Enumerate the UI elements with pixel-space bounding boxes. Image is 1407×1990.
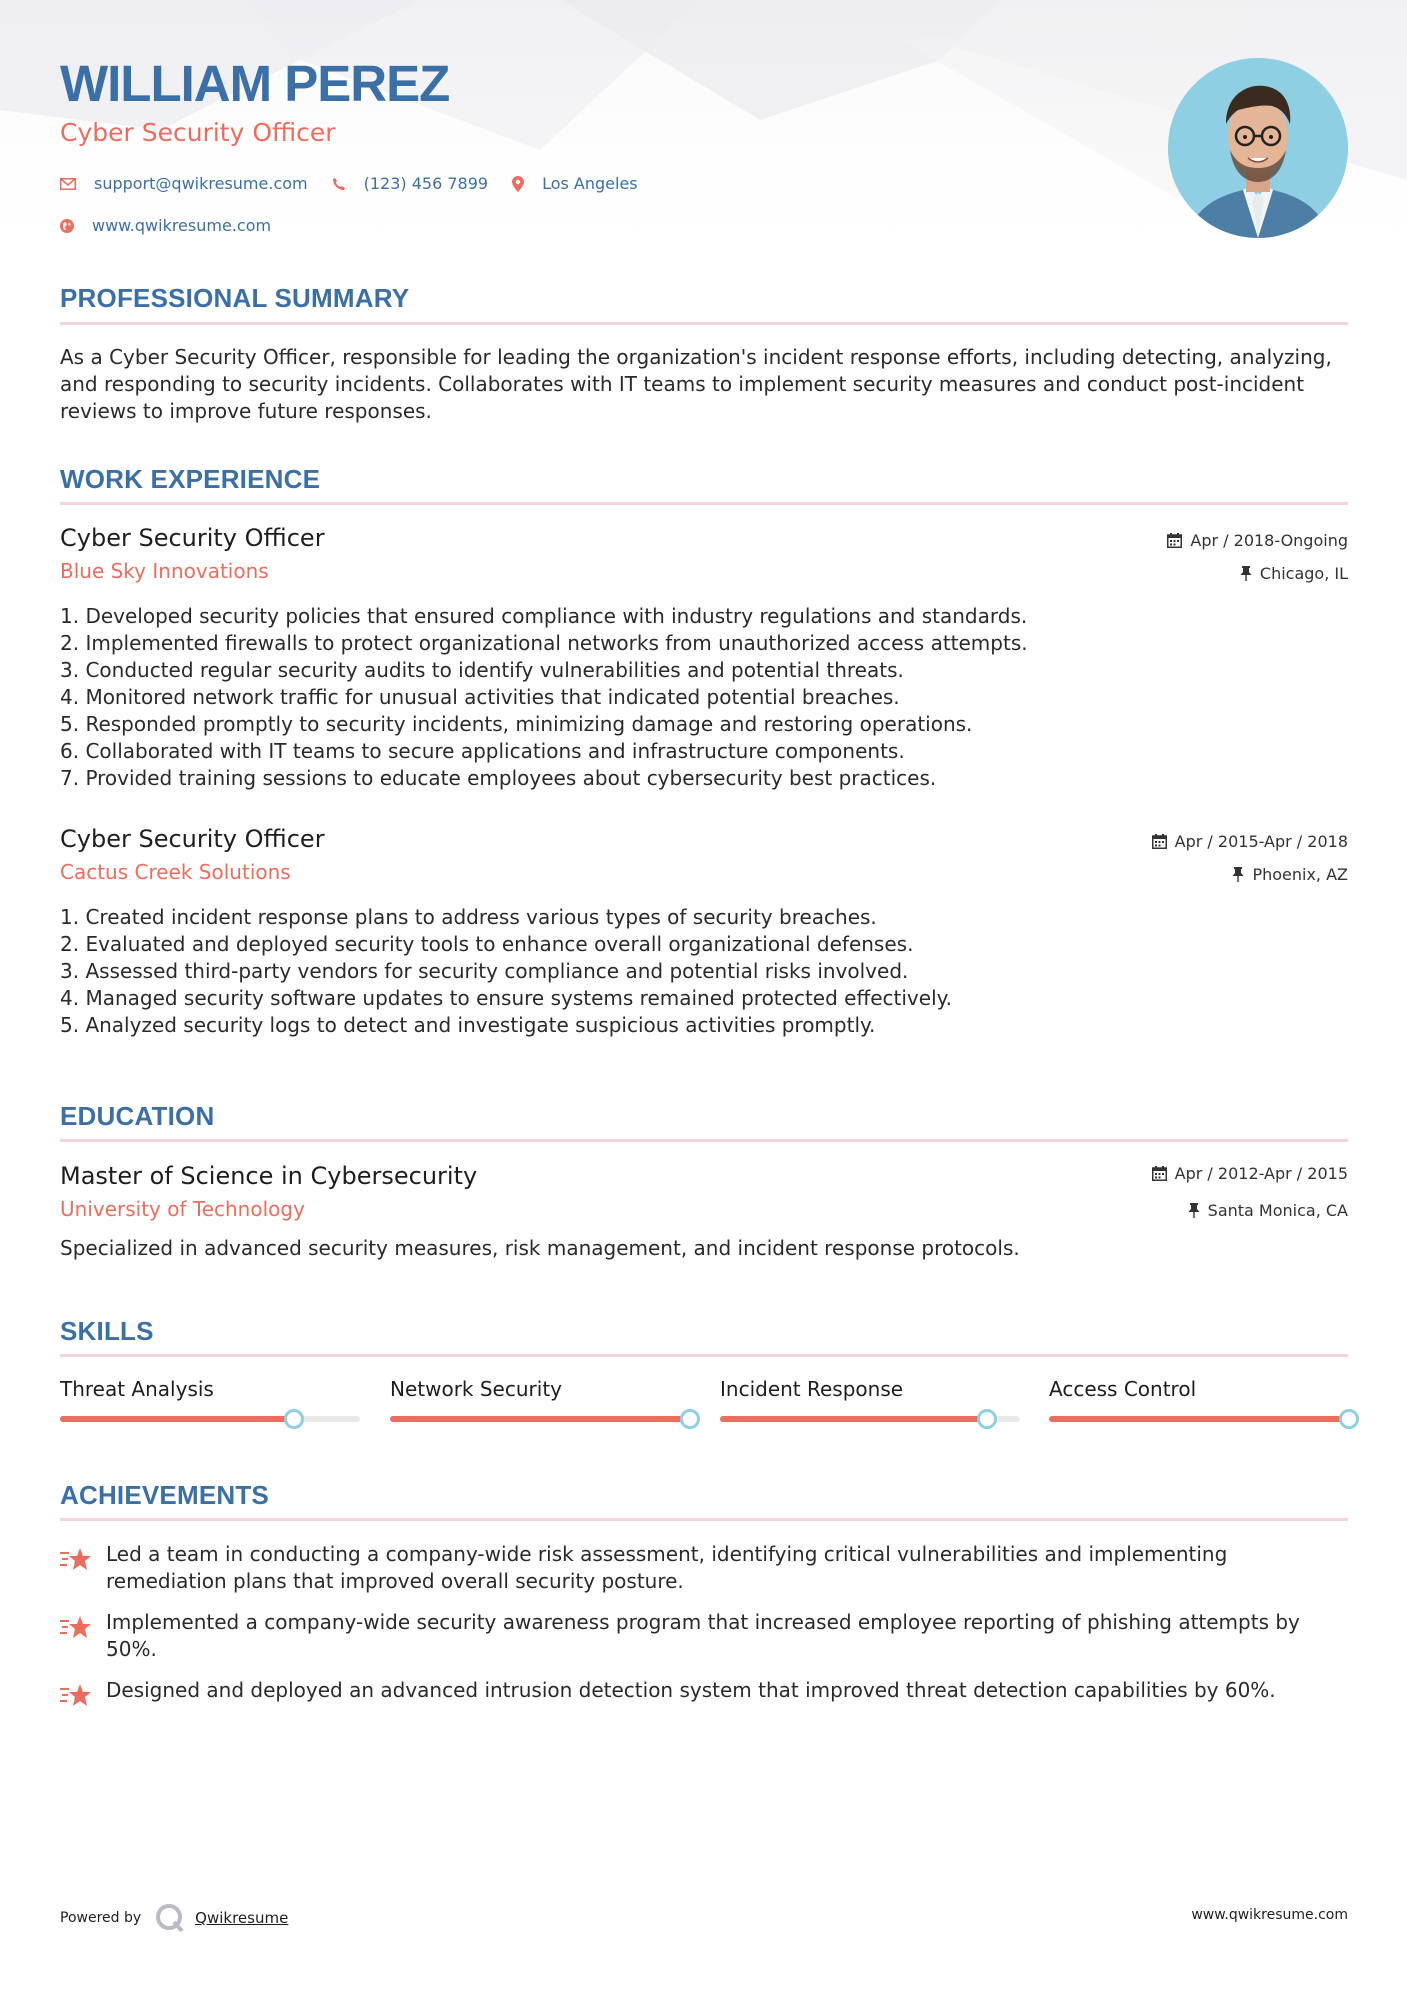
contact-row-primary bbox=[60, 174, 662, 193]
footer-powered-by bbox=[60, 1903, 288, 1933]
job-location-text: Phoenix, AZ bbox=[1252, 865, 1348, 884]
map-pin-icon bbox=[512, 176, 524, 192]
skill-bar-knob bbox=[977, 1409, 997, 1429]
summary-text: As a Cyber Security Officer, responsible for leading the organization's incident response efforts, including detecting, analyzing, and responding to security incidents. Collaborates with IT teams to implement security measures and conduct post-incident reviews to improve future responses. bbox=[60, 345, 1332, 423]
skill-bar-fill bbox=[720, 1416, 987, 1422]
education-dates-text: Apr / 2012-Apr / 2015 bbox=[1174, 1164, 1348, 1183]
job-company: Cactus Creek Solutions bbox=[60, 860, 291, 884]
education-dates bbox=[1152, 1164, 1348, 1183]
email-contact[interactable] bbox=[60, 174, 308, 193]
job-dates bbox=[1167, 531, 1348, 550]
job-dates bbox=[1152, 832, 1348, 851]
duty-item: 5. Responded promptly to security incidents, minimizing damage and restoring operations. bbox=[60, 712, 973, 736]
skill-bar-knob bbox=[1339, 1409, 1359, 1429]
job-dates-text: Apr / 2018-Ongoing bbox=[1190, 531, 1348, 550]
pushpin-icon bbox=[1188, 1203, 1200, 1218]
achievement-item bbox=[60, 1677, 1348, 1716]
website-text[interactable]: www.qwikresume.com bbox=[92, 216, 272, 235]
job-title: Cyber Security Officer bbox=[60, 524, 325, 552]
section-divider bbox=[60, 322, 1348, 325]
section-divider bbox=[60, 1139, 1348, 1142]
school-name: University of Technology bbox=[60, 1197, 305, 1221]
calendar-icon bbox=[1167, 533, 1182, 548]
duty-item: 4. Managed security software updates to ensure systems remained protected effectively. bbox=[60, 986, 952, 1010]
duty-item: 7. Provided training sessions to educate employees about cybersecurity best practices. bbox=[60, 766, 937, 790]
skill-name: Incident Response bbox=[720, 1377, 904, 1401]
footer-website[interactable]: www.qwikresume.com bbox=[1191, 1907, 1348, 1923]
achievement-item bbox=[60, 1541, 1348, 1595]
summary-heading: PROFESSIONAL SUMMARY bbox=[60, 283, 410, 313]
duty-item: 3. Assessed third-party vendors for security compliance and potential risks involved. bbox=[60, 959, 909, 983]
portrait-illustration bbox=[1168, 58, 1348, 238]
duty-item: 2. Implemented firewalls to protect organizational networks from unauthorized access attempts. bbox=[60, 631, 1028, 655]
candidate-name: WILLIAM PEREZ bbox=[60, 55, 450, 112]
job-location bbox=[1240, 564, 1348, 583]
star-icon bbox=[60, 1541, 106, 1595]
skill-name: Threat Analysis bbox=[60, 1377, 214, 1401]
star-icon bbox=[60, 1609, 106, 1663]
achievement-text: Implemented a company-wide security awareness program that increased employee reporting of phishing attempts by 50%. bbox=[106, 1610, 1300, 1661]
skill-item bbox=[390, 1377, 690, 1401]
skill-item bbox=[60, 1377, 360, 1401]
location-contact bbox=[512, 174, 638, 193]
section-divider bbox=[60, 1518, 1348, 1521]
envelope-icon bbox=[60, 178, 76, 190]
experience-heading: WORK EXPERIENCE bbox=[60, 464, 321, 494]
degree-title: Master of Science in Cybersecurity bbox=[60, 1162, 478, 1190]
globe-icon bbox=[60, 219, 74, 233]
skill-name: Access Control bbox=[1049, 1377, 1197, 1401]
location-text: Los Angeles bbox=[542, 174, 638, 193]
phone-contact[interactable] bbox=[332, 174, 488, 193]
duty-item: 1. Developed security policies that ensured compliance with industry regulations and standards. bbox=[60, 604, 1028, 628]
education-location-text: Santa Monica, CA bbox=[1207, 1201, 1348, 1220]
job-location bbox=[1232, 865, 1348, 884]
section-divider bbox=[60, 502, 1348, 505]
duty-item: 5. Analyzed security logs to detect and investigate suspicious activities promptly. bbox=[60, 1013, 876, 1037]
contact-row-secondary bbox=[60, 216, 295, 235]
job-dates-text: Apr / 2015-Apr / 2018 bbox=[1174, 832, 1348, 851]
profile-photo bbox=[1168, 58, 1348, 238]
skill-bar-track bbox=[390, 1416, 690, 1422]
star-icon bbox=[60, 1677, 106, 1716]
skill-bar-fill bbox=[1049, 1416, 1349, 1422]
website-contact[interactable] bbox=[60, 216, 271, 235]
powered-by-label: Powered by bbox=[60, 1910, 142, 1926]
job-location-text: Chicago, IL bbox=[1259, 564, 1348, 583]
skill-item bbox=[720, 1377, 1020, 1401]
duty-item: 3. Conducted regular security audits to identify vulnerabilities and potential threats. bbox=[60, 658, 904, 682]
skill-bar-fill bbox=[390, 1416, 690, 1422]
duty-item: 2. Evaluated and deployed security tools to enhance overall organizational defenses. bbox=[60, 932, 914, 956]
job-title: Cyber Security Officer bbox=[60, 825, 325, 853]
education-location bbox=[1188, 1201, 1348, 1220]
skill-bar-track bbox=[720, 1416, 1020, 1422]
job-duties-list-1 bbox=[60, 603, 1348, 792]
candidate-title: Cyber Security Officer bbox=[60, 118, 336, 147]
achievements-heading: ACHIEVEMENTS bbox=[60, 1480, 269, 1510]
achievement-text: Designed and deployed an advanced intrusion detection system that improved threat detection capabilities by 60%. bbox=[106, 1678, 1276, 1702]
skill-item bbox=[1049, 1377, 1349, 1401]
brand-link[interactable]: Qwikresume bbox=[195, 1909, 289, 1927]
duty-item: 1. Created incident response plans to address various types of security breaches. bbox=[60, 905, 877, 929]
skill-bar-track bbox=[1049, 1416, 1349, 1422]
achievement-item bbox=[60, 1609, 1348, 1663]
skill-bar-knob bbox=[680, 1409, 700, 1429]
job-company: Blue Sky Innovations bbox=[60, 559, 269, 583]
skills-heading: SKILLS bbox=[60, 1316, 154, 1346]
qwikresume-logo-icon bbox=[155, 1903, 185, 1933]
achievement-text: Led a team in conducting a company-wide risk assessment, identifying critical vulnerabilities and implementing remediation plans that improved overall security posture. bbox=[106, 1542, 1228, 1593]
skill-bar-track bbox=[60, 1416, 360, 1422]
job-duties-list-2 bbox=[60, 904, 1348, 1039]
duty-item: 6. Collaborated with IT teams to secure applications and infrastructure components. bbox=[60, 739, 905, 763]
pushpin-icon bbox=[1240, 566, 1252, 581]
skill-name: Network Security bbox=[390, 1377, 562, 1401]
skill-bar-fill bbox=[60, 1416, 294, 1422]
duty-item: 4. Monitored network traffic for unusual activities that indicated potential breaches. bbox=[60, 685, 900, 709]
calendar-icon bbox=[1152, 1166, 1167, 1181]
section-divider bbox=[60, 1354, 1348, 1357]
phone-icon bbox=[332, 177, 346, 191]
pushpin-icon bbox=[1232, 867, 1244, 882]
phone-text[interactable]: (123) 456 7899 bbox=[363, 174, 489, 193]
education-heading: EDUCATION bbox=[60, 1101, 215, 1131]
email-text[interactable]: support@qwikresume.com bbox=[94, 174, 308, 193]
skill-bar-knob bbox=[284, 1409, 304, 1429]
calendar-icon bbox=[1152, 834, 1167, 849]
education-description: Specialized in advanced security measures, risk management, and incident response protocols. bbox=[60, 1236, 1020, 1260]
